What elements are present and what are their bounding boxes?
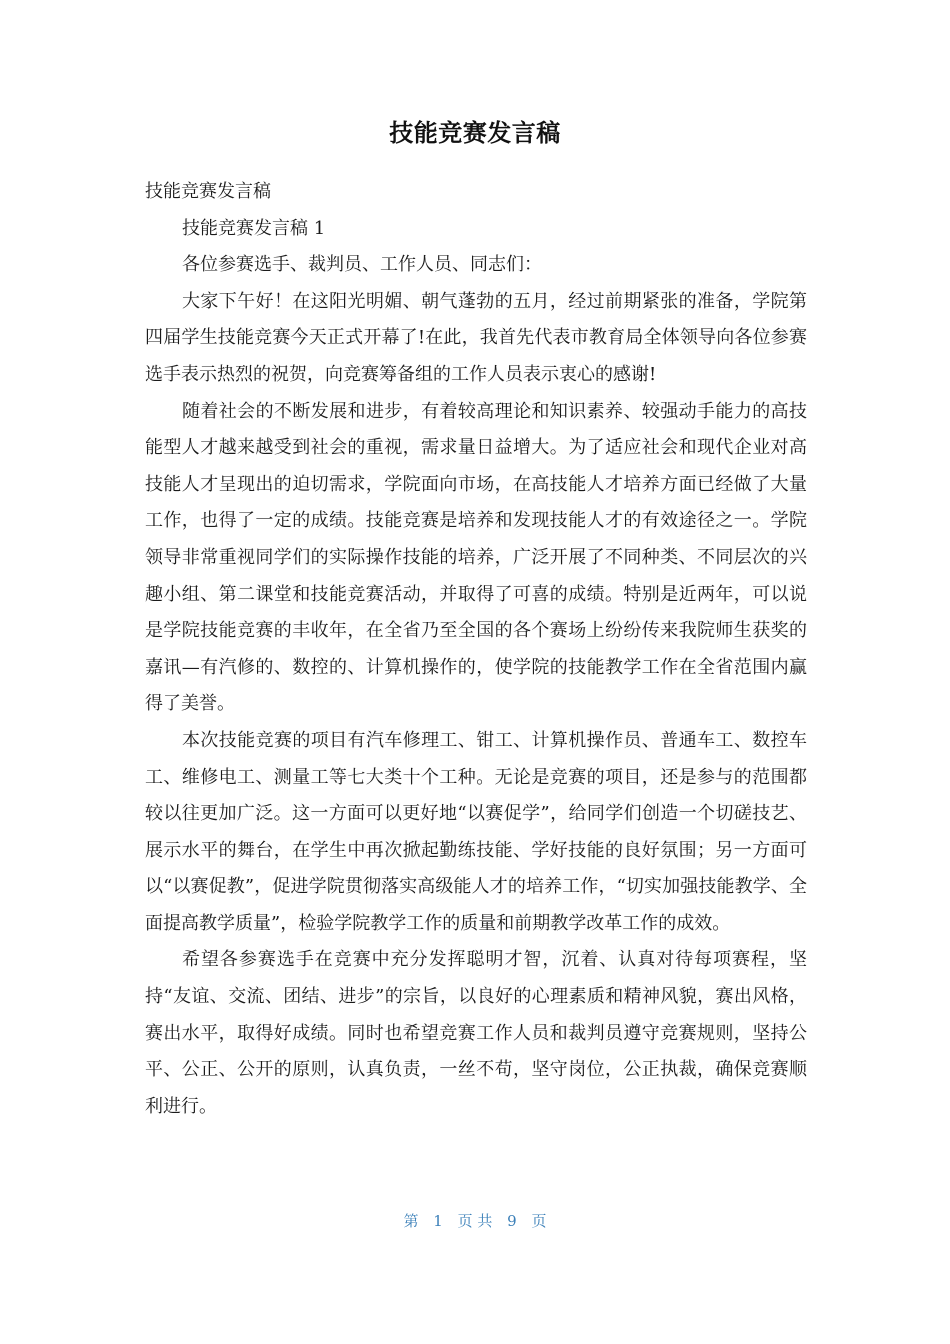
greeting: 各位参赛选手、裁判员、工作人员、同志们： <box>182 254 542 276</box>
footer-mid: 页 共 <box>457 1212 493 1230</box>
paragraph: 随着社会的不断发展和进步，有着较高理论和知识素养、较强动手能力的高技能型人才越来越受到社会的重视，需求量日益增大。为了适应社会和现代企业对高技能人才呈现出的迫切需求，学院面向市场，在高技能人才培养方面已经做了大量工作，也得了一定的成绩。技能竞赛是培养和发现技能人才的有效途径之一。学院领导非常重视同学们的实际操作技能的培养，广泛开展了不同种类、不同层次的兴趣小组、第二课堂和技能竞赛活动，并取得了可喜的成绩。特别是近两年，可以说是学院技能竞赛的丰收年，在全省乃至全国的各个赛场上纷纷传来我院师生获奖的嘉讯—有汽修的、数控的、计算机操作的，使学院的技能教学工作在全省范围内赢得了美誉。 <box>145 400 807 715</box>
footer-prefix: 第 <box>403 1212 419 1230</box>
page-number-footer <box>0 1209 950 1233</box>
document-title: 技能竞赛发言稿 <box>389 119 561 147</box>
paragraph: 希望各参赛选手在竞赛中充分发挥聪明才智，沉着、认真对待每项赛程，坚持“友谊、交流、团结、进步”的宗旨，以良好的心理素质和精神风貌，赛出风格，赛出水平，取得好成绩。同时也希望竞赛工作人员和裁判员遵守竞赛规则，坚持公平、公正、公开的原则，认真负责，一丝不苟，坚守岗位，公正执裁，确保竞赛顺利进行。 <box>145 949 807 1117</box>
current-page-number: 1 <box>433 1212 443 1230</box>
paragraph: 大家下午好！在这阳光明媚、朝气蓬勃的五月，经过前期紧张的准备，学院第四届学生技能竞赛今天正式开幕了!在此，我首先代表市教育局全体领导向各位参赛选手表示热烈的祝贺，向竞赛筹备组的工作人员表示衷心的感谢! <box>145 290 807 385</box>
document-body <box>145 174 807 1125</box>
document-subtitle: 技能竞赛发言稿 <box>145 181 271 202</box>
paragraph: 本次技能竞赛的项目有汽车修理工、钳工、计算机操作员、普通车工、数控车工、维修电工、测量工等七大类十个工种。无论是竞赛的项目，还是参与的范围都较以往更加广泛。这一方面可以更好地“以赛促学”，给同学们创造一个切磋技艺、展示水平的舞台，在学生中再次掀起勤练技能、学好技能的良好氛围；另一方面可以“以赛促教”，促进学院贯彻落实高级能人才的培养工作，“切实加强技能教学、全面提高教学质量”，检验学院教学工作的质量和前期教学改革工作的成效。 <box>145 729 807 934</box>
section-heading: 技能竞赛发言稿 1 <box>182 217 326 239</box>
footer-suffix: 页 <box>531 1212 547 1230</box>
total-pages-number: 9 <box>507 1212 517 1230</box>
